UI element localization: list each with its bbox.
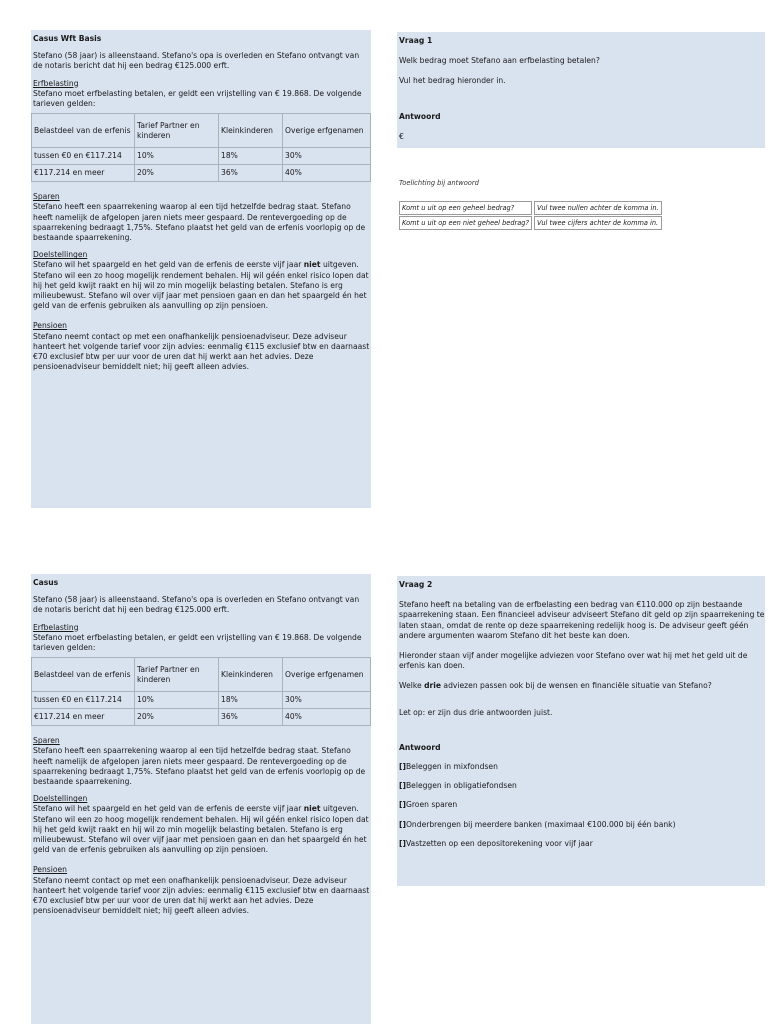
question-text-bold: drie (424, 681, 441, 691)
sparen-heading: Sparen (33, 736, 60, 746)
pensioen-heading: Pensioen (33, 865, 67, 875)
doel-text-part: uitgeven. Stefano wil een zo hoog mogelijk rendement behalen. Hij wil géén enkel risico lopen dat hij het geld kwijt raakt en hij wil zo min mogelijk belasting betalen. Stefano is erg milieubewust. Stefano wil over vijf jaar met pensioen gaan en dan het spaargeld én het geld van de erfenis gebruiken als aanvulling op zijn pensioen. (33, 260, 369, 311)
pensioen-heading: Pensioen (33, 321, 67, 331)
case-intro: Stefano (58 jaar) is alleenstaand. Stefano's opa is overleden en Stefano ontvangt van de notaris bericht dat hij een bedrag €125.000 erft. (33, 595, 360, 615)
sparen-heading: Sparen (33, 192, 60, 202)
question-1-panel (397, 32, 765, 148)
tip-cell: Vul twee nullen achter de komma in. (534, 201, 662, 215)
table-cell: 20% (135, 165, 219, 182)
erfbelasting-text: Stefano moet erfbelasting betalen, er geldt een vrijstelling van € 19.868. De volgende tarieven gelden: (33, 632, 362, 653)
option-item[interactable] (399, 800, 765, 810)
question-text: Stefano heeft na betaling van de erfbelasting een bedrag van €110.000 op zijn bestaande spaarrekening staan. Een financieel adviseur adviseert Stefano dit geld op zijn spaarrekening te laten staan, omdat de rente op deze spaarrekening redelijk hoog is. De adviseur geeft géén andere argumenten waarom Stefano dit het beste kan doen. (399, 600, 765, 640)
table-header-cell: Belastdeel van de erfenis (32, 114, 135, 148)
pensioen-text: Stefano neemt contact op met een onafhankelijk pensioenadviseur. Deze adviseur hanteert het volgende tarief voor zijn advies: eenmalig €115 exclusief btw en daarnaast €70 exclusief btw per uur voor de uren dat hij werkt aan het advies. Deze pensioenadviseur bemiddelt niet; hij geeft alleen advies. (33, 331, 370, 372)
question-title: Vraag 2 (399, 580, 433, 589)
table-cell: 40% (283, 165, 371, 182)
doel-text-part: Stefano wil het spaargeld en het geld van de erfenis de eerste vijf jaar (33, 804, 304, 814)
option-label: Onderbrengen bij meerdere banken (maximaal €100.000 bij één bank) (405, 819, 676, 829)
option-label: Groen sparen (405, 800, 458, 810)
table-header-cell: Tarief Partner en kinderen (135, 658, 219, 692)
question-note: Let op: er zijn dus drie antwoorden juist. (399, 707, 553, 717)
doel-text-part: Stefano wil het spaargeld en het geld van de erfenis de eerste vijf jaar (33, 260, 304, 270)
table-cell: 20% (135, 709, 219, 726)
table-row (32, 165, 371, 182)
checkbox[interactable]: [] (399, 838, 406, 848)
case-title: Casus Wft Basis (33, 34, 102, 43)
doel-text-part: uitgeven. Stefano wil een zo hoog mogelijk rendement behalen. Hij wil géén enkel risico lopen dat hij het geld kwijt raakt en hij wil zo min mogelijk belasting betalen. Stefano is erg milieubewust. Stefano wil over vijf jaar met pensioen gaan en dan het spaargeld én het geld van de erfenis gebruiken als aanvulling op zijn pensioen. (33, 804, 369, 855)
sparen-text: Stefano heeft een spaarrekening waarop al een tijd hetzelfde bedrag staat. Stefano heeft namelijk de afgelopen jaren niets meer gespaard. De rentevergoeding op de spaarrekening bedraagt 1,75%. Stefano plaatst het geld van de erfenis voorlopig op de bestaande spaarrekening. (33, 202, 366, 243)
table-cell: 36% (219, 165, 283, 182)
question-instruction: Vul het bedrag hieronder in. (399, 76, 506, 86)
table-row (399, 201, 662, 215)
question-title: Vraag 1 (399, 36, 433, 45)
option-label: Beleggen in mixfondsen (405, 762, 498, 772)
table-row (32, 148, 371, 165)
help-title: Toelichting bij antwoord (399, 179, 479, 187)
table-header-cell: Overige erfgenamen (283, 114, 371, 148)
table-row (32, 709, 371, 726)
table-header-cell: Tarief Partner en kinderen (135, 114, 219, 148)
table-header-cell: Kleinkinderen (219, 114, 283, 148)
case-panel-1 (31, 30, 371, 508)
erfbelasting-heading: Erfbelasting (33, 78, 79, 88)
table-cell: 10% (135, 148, 219, 165)
table-cell: 18% (219, 692, 283, 709)
checkbox[interactable]: [] (399, 800, 406, 810)
table-cell: 10% (135, 692, 219, 709)
table-cell: 30% (283, 692, 371, 709)
question-text-part: adviezen passen ook bij de wensen en financiële situatie van Stefano? (441, 681, 712, 691)
case-intro: Stefano (58 jaar) is alleenstaand. Stefano's opa is overleden en Stefano ontvangt van de notaris bericht dat hij een bedrag €125.000 erft. (33, 51, 360, 71)
tariff-table (31, 113, 371, 182)
tip-cell: Komt u uit op een niet geheel bedrag? (399, 216, 532, 230)
question-text (399, 681, 765, 691)
option-item[interactable] (399, 839, 765, 849)
table-cell: 36% (219, 709, 283, 726)
question-text: Hieronder staan vijf ander mogelijke adviezen voor Stefano over wat hij met het geld uit de erfenis kan doen. (399, 651, 748, 671)
table-header-cell: Overige erfgenamen (283, 658, 371, 692)
table-cell: 30% (283, 148, 371, 165)
doelstellingen-heading: Doelstellingen (33, 794, 88, 804)
answer-currency-input[interactable]: € (399, 131, 404, 141)
case-panel-2 (31, 574, 371, 1024)
question-text: Welk bedrag moet Stefano aan erfbelasting betalen? (399, 56, 600, 66)
option-label: Vastzetten op een depositorekening voor vijf jaar (405, 838, 593, 848)
erfbelasting-text: Stefano moet erfbelasting betalen, er geldt een vrijstelling van € 19.868. De volgende tarieven gelden: (33, 88, 362, 109)
answer-heading: Antwoord (399, 111, 441, 121)
erfbelasting-heading: Erfbelasting (33, 622, 79, 632)
answer-tips-table (397, 200, 664, 231)
checkbox[interactable]: [] (399, 781, 406, 791)
table-header-cell: Kleinkinderen (219, 658, 283, 692)
doelstellingen-text (33, 804, 371, 855)
table-cell: €117.214 en meer (32, 709, 135, 726)
checkbox[interactable]: [] (399, 762, 406, 772)
table-header-cell: Belastdeel van de erfenis (32, 658, 135, 692)
table-cell: 40% (283, 709, 371, 726)
case-title: Casus (33, 578, 59, 587)
tariff-table (31, 657, 371, 726)
pensioen-text: Stefano neemt contact op met een onafhankelijk pensioenadviseur. Deze adviseur hanteert het volgende tarief voor zijn advies: eenmalig €115 exclusief btw en daarnaast €70 exclusief btw per uur voor de uren dat hij werkt aan het advies. Deze pensioenadviseur bemiddelt niet; hij geeft alleen advies. (33, 875, 370, 916)
table-header-row (32, 658, 371, 692)
question-text-part: Welke (399, 681, 425, 691)
table-header-row (32, 114, 371, 148)
doel-text-bold: niet (303, 260, 321, 270)
table-cell: tussen €0 en €117.214 (32, 692, 135, 709)
checkbox[interactable]: [] (399, 819, 406, 829)
option-item[interactable] (399, 762, 765, 772)
tip-cell: Vul twee cijfers achter de komma in. (534, 216, 662, 230)
table-cell: 18% (219, 148, 283, 165)
table-cell: tussen €0 en €117.214 (32, 148, 135, 165)
doelstellingen-heading: Doelstellingen (33, 250, 88, 260)
option-item[interactable] (399, 820, 765, 830)
sparen-text: Stefano heeft een spaarrekening waarop al een tijd hetzelfde bedrag staat. Stefano heeft namelijk de afgelopen jaren niets meer gespaard. De rentevergoeding op de spaarrekening bedraagt 1,75%. Stefano plaatst het geld van de erfenis voorlopig op de bestaande spaarrekening. (33, 746, 366, 787)
table-row (32, 692, 371, 709)
question-2-panel (397, 576, 765, 886)
table-row (399, 216, 662, 230)
doel-text-bold: niet (303, 804, 321, 814)
option-item[interactable] (399, 781, 765, 791)
answer-heading: Antwoord (399, 742, 441, 752)
table-cell: €117.214 en meer (32, 165, 135, 182)
doelstellingen-text (33, 260, 371, 311)
tip-cell: Komt u uit op een geheel bedrag? (399, 201, 532, 215)
option-label: Beleggen in obligatiefondsen (405, 781, 517, 791)
